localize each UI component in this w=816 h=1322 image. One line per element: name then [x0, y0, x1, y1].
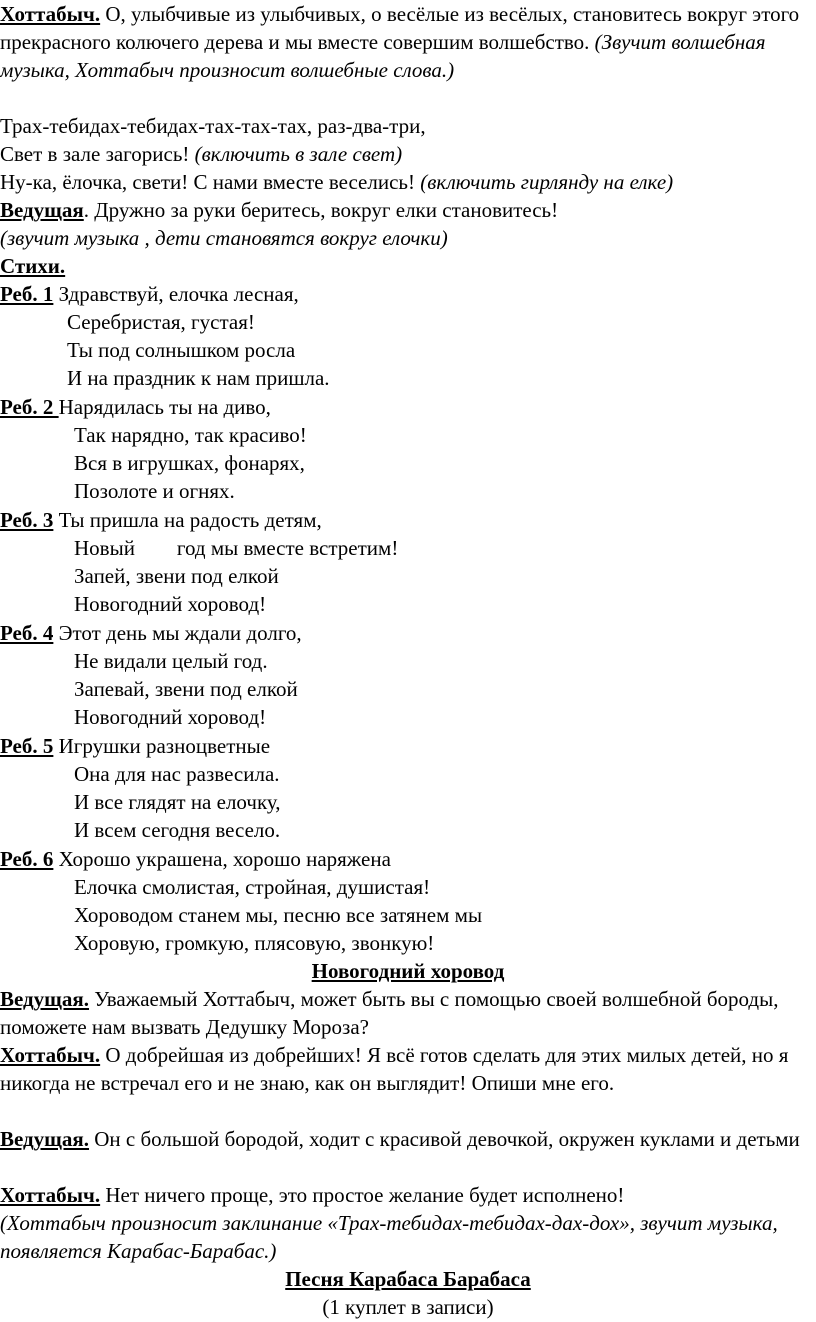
stage-direction: (включить в зале свет) — [194, 142, 403, 166]
poem-first-line — [0, 845, 391, 873]
speaker-label: Хоттабыч. — [0, 1183, 101, 1207]
poems-heading: Стихи. — [0, 254, 66, 278]
paragraph-host-2 — [0, 985, 808, 1041]
paragraph-text: Уважаемый Хоттабыч, может быть вы с помощью своей волшебной бороды, поможете нам вызвать Дедушку Мороза? — [0, 987, 779, 1039]
light-line — [0, 140, 402, 168]
poem-line: Ты под солнышком росла — [67, 338, 296, 362]
child-label: Реб. 6 — [0, 847, 54, 871]
paragraph-text: Он с большой бородой, ходит с красивой девочкой, окружен куклами и детьми — [89, 1127, 800, 1151]
child-label: Реб. 4 — [0, 621, 54, 645]
poem-first-line — [0, 280, 299, 308]
child-label: Реб. 3 — [0, 508, 54, 532]
child-label: Реб. 2 — [0, 395, 59, 419]
poem-line: Она для нас развесила. — [74, 762, 280, 786]
heading-song: Песня Карабаса Барабаса — [285, 1267, 531, 1291]
tree-line — [0, 168, 673, 196]
paragraph-text: . Дружно за руки беритесь, вокруг елки становитесь! — [83, 198, 559, 222]
poem-line: Новый год мы вместе встретим! — [74, 536, 399, 560]
poem-first-line — [0, 619, 302, 647]
poem-line: Нарядилась ты на диво, — [58, 395, 271, 419]
paragraph-text: О, улыбчивые из улыбчивых, о весёлые из весёлых, становитесь вокруг этого прекрасного колючего дерева и мы вместе совершим волшебство. — [0, 2, 800, 54]
poem-line: И всем сегодня весело. — [74, 818, 281, 842]
poem-line: Этот день мы ждали долго, — [53, 621, 302, 645]
poem-line: Запей, звени под елкой — [74, 564, 279, 588]
poem-line: Не видали целый год. — [74, 649, 268, 673]
poem-line: Новогодний хоровод! — [74, 705, 267, 729]
poem-line: Вся в игрушках, фонарях, — [74, 451, 305, 475]
paragraph-hottabych-2 — [0, 1041, 808, 1097]
paragraph-text: О добрейшая из добрейших! Я всё готов сделать для этих милых детей, но я никогда не встречал его и не знаю, как он выглядит! Опиши мне его. — [0, 1043, 789, 1095]
poem-line: Новогодний хоровод! — [74, 592, 267, 616]
stage-direction: (включить гирлянду на елке) — [420, 170, 674, 194]
poem-line: Так нарядно, так красиво! — [74, 423, 307, 447]
spell-line: Трах-тебидах-тебидах-тах-тах-тах, раз-два-три, — [0, 114, 426, 138]
poem-first-line — [0, 393, 271, 421]
stage-direction: (Хоттабыч произносит заклинание «Трах-тебидах-тебидах-дах-дох», звучит музыка, появляется Карабас-Барабас.) — [0, 1211, 778, 1263]
line-text: Свет в зале загорись! — [0, 142, 195, 166]
poem-line: Хороводом станем мы, песню все затянем мы — [74, 903, 483, 927]
poem-line: И все глядят на елочку, — [74, 790, 281, 814]
heading-dance: Новогодний хоровод — [311, 959, 505, 983]
poem-line: Серебристая, густая! — [67, 310, 255, 334]
line-text: Ну-ка, ёлочка, свети! С нами вместе веселись! — [0, 170, 421, 194]
speaker-label: Хоттабыч. — [0, 1043, 101, 1067]
speaker-label: Ведущая. — [0, 987, 90, 1011]
paragraph-host-1 — [0, 196, 558, 224]
poem-line: Хорошо украшена, хорошо наряжена — [53, 847, 391, 871]
speaker-label: Хоттабыч. — [0, 2, 101, 26]
poem-first-line — [0, 732, 270, 760]
paragraph-host-3 — [0, 1125, 808, 1153]
paragraph-hottabych-3 — [0, 1181, 624, 1209]
song-note: (1 куплет в записи) — [322, 1295, 494, 1319]
poem-line: И на праздник к нам пришла. — [67, 366, 330, 390]
poem-line: Здравствуй, елочка лесная, — [53, 282, 299, 306]
poem-line: Запевай, звени под елкой — [74, 677, 298, 701]
poem-line: Игрушки разноцветные — [53, 734, 271, 758]
child-label: Реб. 1 — [0, 282, 54, 306]
poem-line: Хоровую, громкую, плясовую, звонкую! — [74, 931, 435, 955]
poem-line: Елочка смолистая, стройная, душистая! — [74, 875, 431, 899]
speaker-label: Ведущая. — [0, 1127, 90, 1151]
child-label: Реб. 5 — [0, 734, 54, 758]
poem-line: Позолоте и огнях. — [74, 479, 235, 503]
poem-first-line — [0, 506, 322, 534]
poem-line: Ты пришла на радость детям, — [53, 508, 322, 532]
paragraph-text: Нет ничего проще, это простое желание будет исполнено! — [100, 1183, 625, 1207]
speaker-label: Ведущая — [0, 198, 84, 222]
stage-direction: (звучит музыка , дети становятся вокруг елочки) — [0, 226, 448, 250]
paragraph-hottabych-intro — [0, 0, 808, 84]
stage-direction: (Звучит волшебная музыка, Хоттабыч произносит волшебные слова.) — [0, 30, 766, 82]
